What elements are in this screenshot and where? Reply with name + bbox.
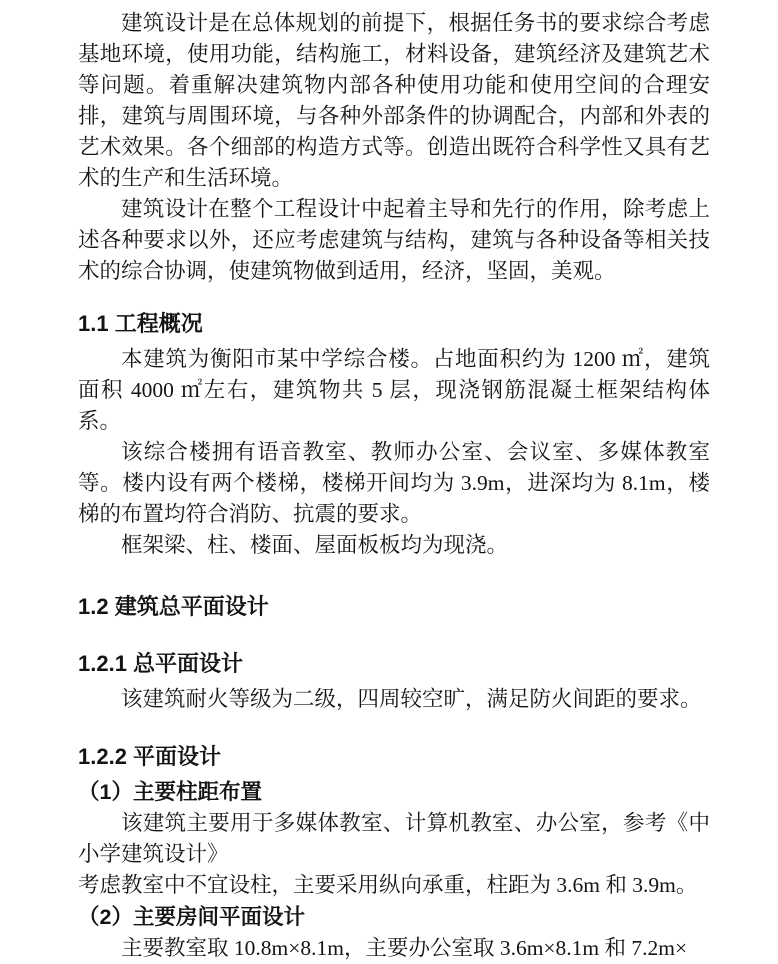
heading-1-2-2-floor-plan-design: 1.2.2 平面设计 (78, 744, 222, 769)
paragraph-cast-in-place: 框架梁、柱、楼面、屋面板板均为现浇。 (121, 533, 509, 557)
heading-item-1-column-spacing: （1）主要柱距布置 (78, 780, 262, 804)
heading-1-2-general-plan-design: 1.2 建筑总平面设计 (78, 594, 269, 619)
paragraph-fire-rating: 该建筑耐火等级为二级，四周较空旷，满足防火间距的要求。 (121, 687, 702, 711)
paragraph-building-basic-info: 本建筑为衡阳市某中学综合楼。占地面积约为 1200 ㎡，建筑面积 4000 ㎡左右，建筑物共 5 层，现浇钢筋混凝土框架结构体系。 (78, 347, 710, 433)
paragraph-rooms-and-stairs: 该综合楼拥有语音教室、教师办公室、会议室、多媒体教室等。楼内设有两个楼梯，楼梯开间均为 3.9m，进深均为 8.1m，楼梯的布置均符合消防、抗震的要求。 (78, 440, 710, 526)
paragraph-intro-design-overview: 建筑设计是在总体规划的前提下，根据任务书的要求综合考虑基地环境，使用功能，结构施工，材料设备，建筑经济及建筑艺术等问题。着重解决建筑物内部各种使用功能和使用空间的合理安排，建筑与周围环境，与各种外部条件的协调配合，内部和外表的艺术效果。各个细部的构造方式等。创造出既符合科学性又具有艺术的生产和生活环境。 (78, 11, 710, 190)
paragraph-room-dimensions-cutoff: 主要教室取 10.8m×8.1m，主要办公室取 3.6m×8.1m 和 7.2m× (121, 936, 688, 960)
paragraph-building-usage-reference: 该建筑主要用于多媒体教室、计算机教室、办公室，参考《中小学建筑设计》 (78, 811, 710, 866)
heading-1-1-project-overview: 1.1 工程概况 (78, 311, 203, 336)
paragraph-design-leading-role: 建筑设计在整个工程设计中起着主导和先行的作用，除考虑上述各种要求以外，还应考虑建筑与结构，建筑与各种设备等相关技术的综合协调，使建筑物做到适用，经济，坚固，美观。 (78, 197, 710, 283)
heading-item-2-main-room-plan: （2）主要房间平面设计 (78, 905, 305, 929)
paragraph-column-spacing-values: 考虑教室中不宜设柱，主要采用纵向承重，柱距为 3.6m 和 3.9m。 (78, 873, 698, 897)
heading-1-2-1-site-plan-design: 1.2.1 总平面设计 (78, 651, 244, 676)
